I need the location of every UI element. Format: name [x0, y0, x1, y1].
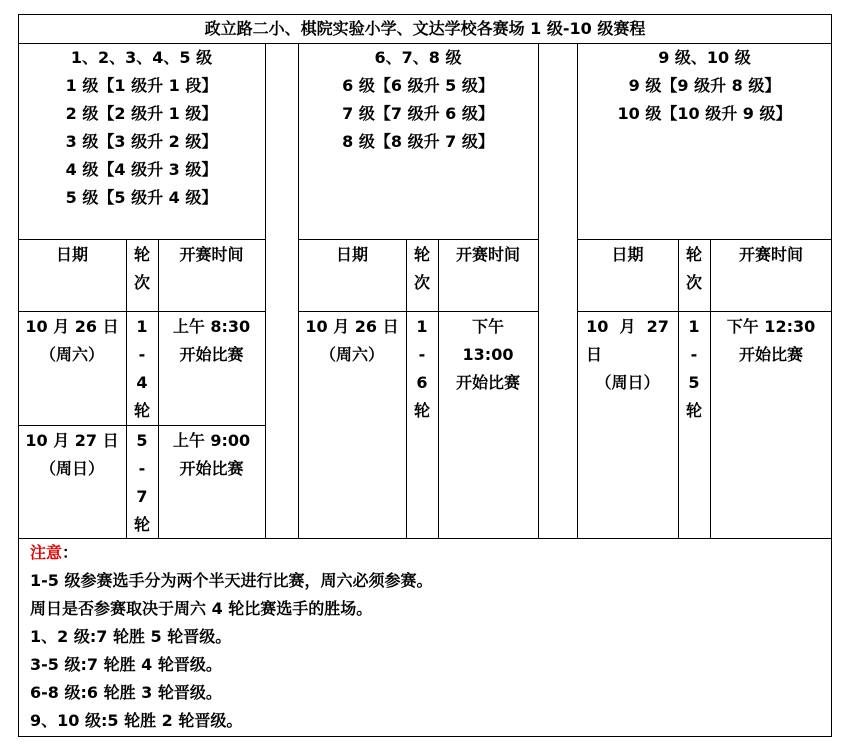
header-round-char: 次 — [685, 273, 702, 292]
time-text: 开始比赛 — [179, 459, 244, 478]
round-char: 1 — [136, 317, 148, 336]
time-text: 上午 8:30 — [172, 317, 251, 336]
header-bottom-g2 — [298, 311, 538, 312]
header-start-time: 开赛时间 — [738, 245, 803, 264]
date-cell — [577, 313, 678, 397]
group-3-levels — [577, 44, 832, 128]
header-round — [406, 241, 438, 297]
note-line: 周日是否参赛取决于周六 4 轮比赛选手的胜场。 — [30, 599, 373, 618]
rounds-cell — [126, 427, 158, 539]
g1-round-time-divider — [158, 239, 159, 538]
level-item: 3 级【3 级升 2 级】 — [65, 132, 218, 151]
header-round — [126, 241, 158, 297]
group-2-levels — [298, 44, 538, 156]
level-item: 4 级【4 级升 3 级】 — [65, 160, 218, 179]
weekday-text: （周六） — [319, 345, 384, 364]
round-char: 轮 — [685, 401, 702, 420]
g1-row-divider — [18, 425, 265, 426]
header-date: 日期 — [611, 245, 644, 264]
rounds-cell — [678, 313, 710, 425]
date-text: 10 月 26 日 — [305, 317, 399, 336]
date-cell — [298, 313, 406, 369]
g2-right-border — [538, 43, 539, 538]
g3-round-time-divider — [710, 239, 711, 538]
level-item: 8 级【8 级升 7 级】 — [342, 132, 494, 151]
notes-section — [30, 539, 432, 735]
header-start-time: 开赛时间 — [179, 245, 244, 264]
header-round-char: 轮 — [413, 245, 430, 264]
level-item: 10 级【10 级升 9 级】 — [617, 104, 792, 123]
notes-label: 注意 — [30, 543, 63, 562]
level-item: 7 级【7 级升 6 级】 — [342, 104, 494, 123]
weekday-text: （周日） — [39, 459, 104, 478]
round-char: 7 — [136, 487, 148, 506]
note-line: 1、2 级:7 轮胜 5 轮晋级。 — [30, 627, 232, 646]
start-time-cell — [158, 427, 265, 483]
round-char: 5 — [688, 373, 700, 392]
header-round-char: 次 — [133, 273, 150, 292]
header-start-time: 开赛时间 — [455, 245, 520, 264]
note-line: 1-5 级参赛选手分为两个半天进行比赛，周六必须参赛。 — [30, 571, 433, 590]
note-line: 6-8 级:6 轮胜 3 轮晋级。 — [30, 683, 222, 702]
time-text: 下午 12:30 — [726, 317, 816, 336]
time-text: 开始比赛 — [455, 373, 520, 392]
time-text: 13:00 — [462, 345, 514, 364]
note-line: 9、10 级:5 轮胜 2 轮晋级。 — [30, 711, 243, 730]
level-item: 6 级【6 级升 5 级】 — [342, 76, 494, 95]
time-text: 上午 9:00 — [172, 431, 251, 450]
page-title: 政立路二小、棋院实验小学、文达学校各赛场 1 级-10 级赛程 — [204, 19, 646, 38]
rounds-cell — [406, 313, 438, 425]
header-top-g3 — [577, 239, 832, 240]
level-item: 9 级【9 级升 8 级】 — [628, 76, 781, 95]
notes-heading — [30, 539, 432, 567]
time-text: 开始比赛 — [738, 345, 803, 364]
level-item: 2 级【2 级升 1 级】 — [65, 104, 218, 123]
group-heading: 1、2、3、4、5 级 — [70, 48, 213, 67]
start-time-cell — [710, 313, 832, 369]
date-text: 10 月 27 日 — [25, 431, 119, 450]
date-cell — [18, 427, 126, 483]
header-bottom-g1 — [18, 311, 265, 312]
round-char: - — [690, 345, 698, 364]
date-cell — [18, 313, 126, 369]
header-round-char: 次 — [413, 273, 430, 292]
weekday-text: （周日） — [595, 373, 660, 392]
round-char: 轮 — [133, 401, 150, 420]
header-round — [678, 241, 710, 297]
header-date: 日期 — [335, 245, 368, 264]
round-char: - — [138, 345, 146, 364]
date-text: 10 月 27 — [586, 317, 669, 336]
round-char: 4 — [136, 373, 148, 392]
level-item: 5 级【5 级升 4 级】 — [65, 188, 218, 207]
round-char: 1 — [416, 317, 428, 336]
notes-colon: ： — [62, 543, 79, 562]
level-item: 1 级【1 级升 1 段】 — [65, 76, 218, 95]
note-line: 3-5 级:7 轮胜 4 轮晋级。 — [30, 655, 222, 674]
round-char: - — [418, 345, 426, 364]
header-top-g1 — [18, 239, 265, 240]
start-time-cell — [158, 313, 265, 369]
start-time-cell — [438, 313, 538, 397]
time-text: 开始比赛 — [179, 345, 244, 364]
date-text: 10 月 26 日 — [25, 317, 119, 336]
round-char: 1 — [688, 317, 700, 336]
date-text: 日 — [586, 345, 603, 364]
time-text: 下午 — [471, 317, 504, 336]
header-bottom-g3 — [577, 311, 832, 312]
header-top-g2 — [298, 239, 538, 240]
rounds-cell — [126, 313, 158, 425]
round-char: 6 — [416, 373, 428, 392]
header-round-char: 轮 — [685, 245, 702, 264]
round-char: - — [138, 459, 146, 478]
header-date: 日期 — [55, 245, 88, 264]
header-round-char: 轮 — [133, 245, 150, 264]
group-heading: 9 级、10 级 — [658, 48, 751, 67]
round-char: 轮 — [413, 401, 430, 420]
round-char: 5 — [136, 431, 148, 450]
g1-right-border — [265, 43, 266, 538]
group-heading: 6、7、8 级 — [374, 48, 462, 67]
weekday-text: （周六） — [39, 345, 104, 364]
group-1-levels — [18, 44, 265, 212]
round-char: 轮 — [133, 515, 150, 534]
